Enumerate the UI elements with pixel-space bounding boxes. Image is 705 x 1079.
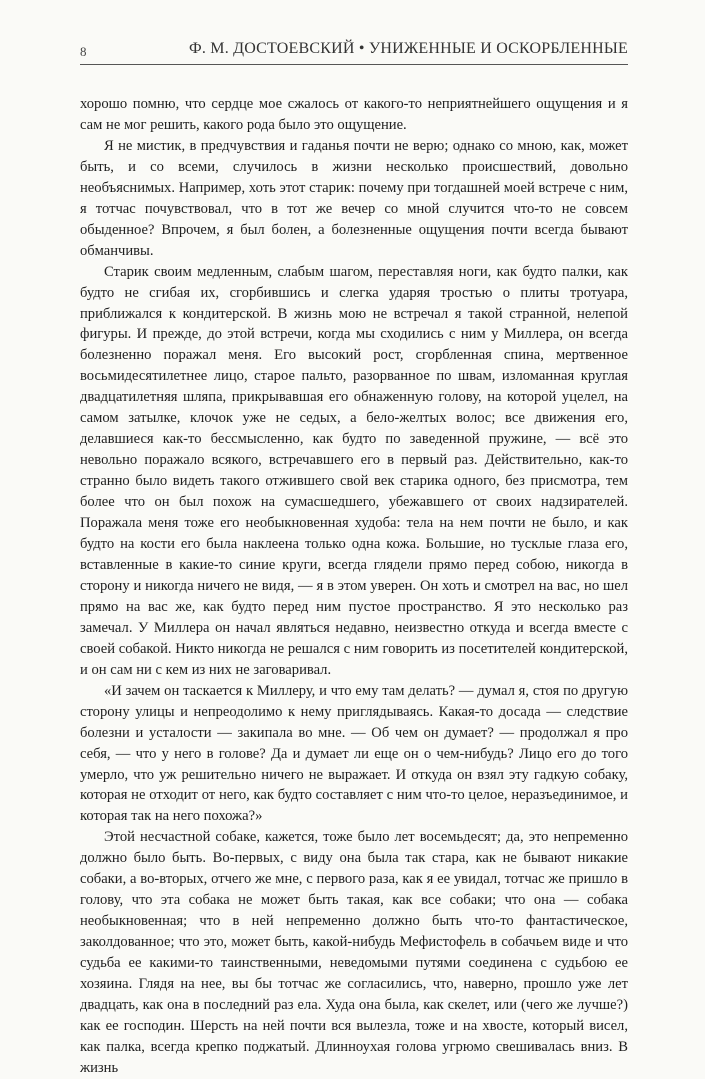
page-number: 8: [80, 44, 87, 59]
body-text: [80, 94, 628, 1079]
paragraph: «И зачем он таскается к Миллеру, и что ему там делать? — думал я, стоя по другую сторону улицы и непреодолимо к нему приглядываясь. Какая-то досада — следствие болезни и усталости — закипала во мне. — Об чем он думает? — продолжал я про себя, — что у него в голове? Да и думает ли еще он о чем-нибудь? Лицо его до того умерло, что уж решительно ничего не выражает. И откуда он взял эту гадкую собаку, которая не отходит от него, как будто составляет с ним что-то целое, неразъединимое, и которая так на него похожа?»: [80, 682, 628, 825]
paragraph: Этой несчастной собаке, кажется, тоже было лет восемьдесят; да, это непременно должно было быть. Во-первых, с виду она была так стара, как не бывают никакие собаки, а во-вторых, отчего же мне, с первого раза, как я ее увидал, тотчас же пришло в голову, что эта собака не может быть такая, как все собаки; что она — собака необыкновенная; что в ней непременно должно быть что-то фантастическое, заколдованное; что это, может быть, какой-нибудь Мефистофель в собачьем виде и что судьба ее какими-то таинственными, неведомыми путями соединена с судьбою ее хозяина. Глядя на нее, вы бы тотчас же согласились, что, наверно, прошло уже лет двадцать, как она в последний раз ела. Худа она была, как скелет, или (чего же лучше?) как ее господин. Шерсть на ней почти вся вылезла, тоже и на хвосте, который висел, как палка, всегда крепко поджатый. Длинноухая голова угрюмо свешивалась вниз. В жизнь: [80, 829, 628, 1076]
running-header: [80, 36, 628, 65]
paragraph: Старик своим медленным, слабым шагом, переставляя ноги, как будто палки, как будто не сгибая их, сгорбившись и слегка ударяя тростью о плиты тротуара, приближался к кондитерской. В жизнь мою не встречал я такой странной, нелепой фигуры. И прежде, до этой встречи, когда мы сходились с ним у Миллера, он всегда болезненно поражал меня. Его высокий рост, сгорбленная спина, мертвенное восьмидесятилетнее лицо, старое пальто, разорванное по швам, изломанная круглая двадцатилетняя шляпа, прикрывавшая его обнаженную голову, на которой уцелел, на самом затылке, клочок уже не седых, а бело-желтых волос; все движения его, делавшиеся как-то бессмысленно, как будто по заведенной пружине, — всё это невольно поражало всякого, встречавшего его в первый раз. Действительно, как-то странно было видеть такого отжившего свой век старика одного, без присмотра, тем более что он был похож на сумасшедшего, убежавшего от своих надзирателей. Поражала меня тоже его необыкновенная худоба: тела на нем почти не было, и как будто на кости его была наклеена только одна кожа. Большие, но тусклые глаза его, вставленные в какие-то синие круги, всегда глядели прямо перед собою, никогда в сторону и никогда ничего не видя, — я в этом уверен. Он хоть и смотрел на вас, но шел прямо на вас же, как будто перед ним пустое пространство. Я это несколько раз замечал. У Миллера он начал являться недавно, неизвестно откуда и всегда вместе с своей собакой. Никто никогда не решался с ним говорить из посетителей кондитерской, и он сам ни с кем из них не заговаривал.: [80, 263, 628, 678]
paragraph: хорошо помню, что сердце мое сжалось от какого-то неприятнейшего ощущения и я сам не мог решить, какого рода было это ощущение.: [80, 96, 628, 133]
paragraph: Я не мистик, в предчувствия и гаданья почти не верю; однако со мною, как, может быть, и со всеми, случилось в жизни несколько происшествий, довольно необъяснимых. Например, хоть этот старик: почему при тогдашней моей встрече с ним, я тотчас почувствовал, что в тот же вечер со мной случится что-то не совсем обыденное? Впрочем, я был болен, а болезненные ощущения почти всегда бывают обманчивы.: [80, 137, 628, 259]
running-title: Ф. М. ДОСТОЕВСКИЙ • УНИЖЕННЫЕ И ОСКОРБЛЕННЫЕ: [189, 40, 628, 57]
